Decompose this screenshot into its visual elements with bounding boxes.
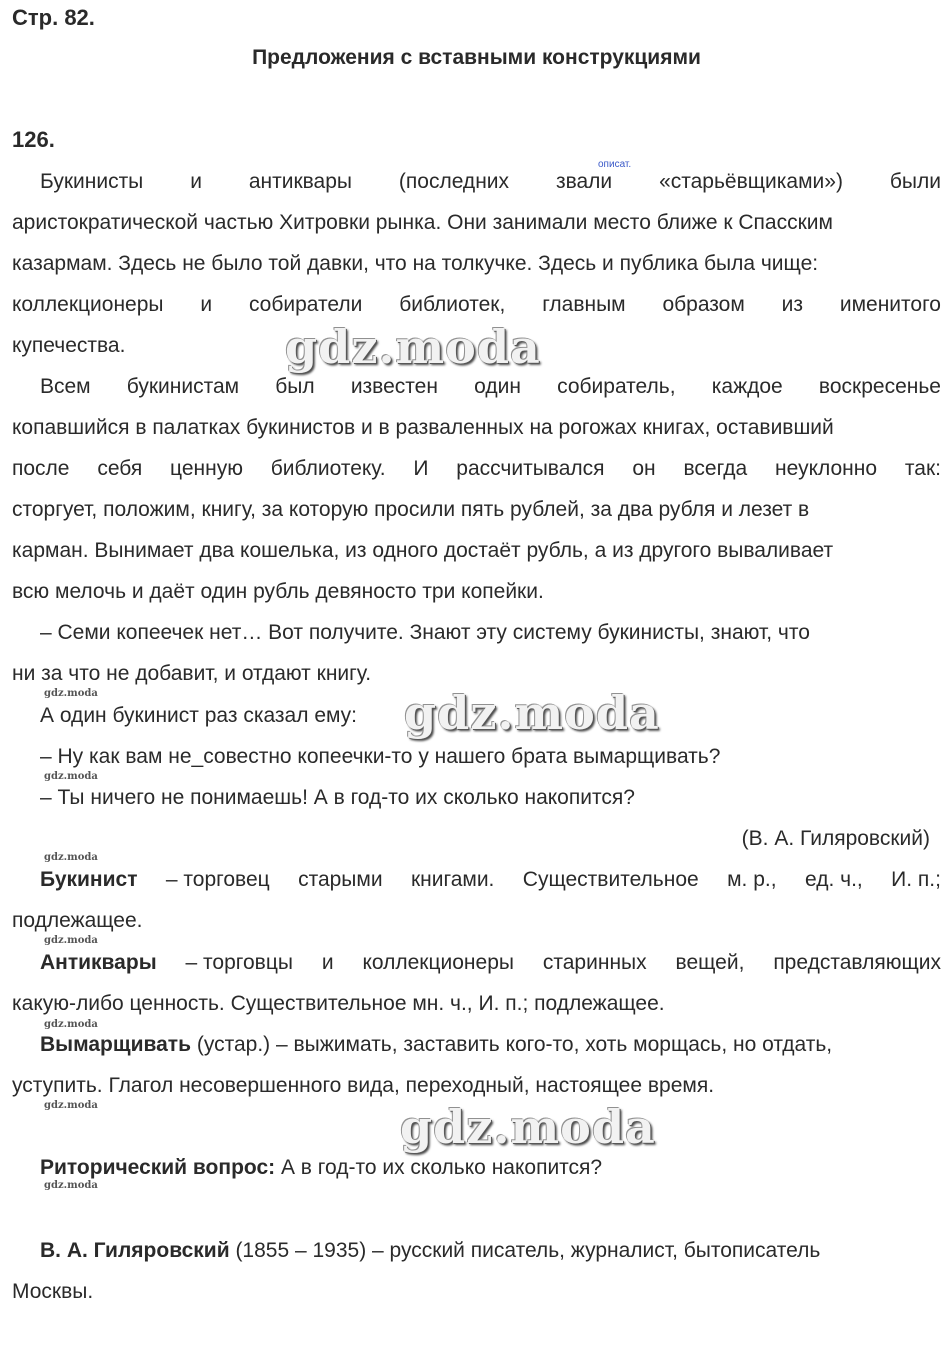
watermark-large-1: gdz.moda bbox=[285, 320, 541, 374]
quote-author: (В. А. Гиляровский) bbox=[741, 827, 930, 850]
paragraph-1-line-4: коллекционеры и собиратели библиотек, главным образом из именитого bbox=[12, 293, 941, 316]
watermark-large-3: gdz.moda bbox=[400, 1100, 656, 1154]
term-antikvary: Антиквары bbox=[40, 951, 157, 974]
exercise-number: 126. bbox=[12, 127, 55, 152]
watermark-small-1: gdz.moda bbox=[44, 688, 98, 699]
paragraph-1-line-2: аристократической частью Хитровки рынка. Они занимали место ближе к Спасским bbox=[12, 211, 833, 234]
watermark-small-4: gdz.moda bbox=[44, 935, 98, 946]
paragraph-1-line-5: купечества. bbox=[12, 334, 126, 357]
watermark-small-7: gdz.moda bbox=[44, 1180, 98, 1191]
paragraph-1-line-1: Букинисты и антиквары (последних звали «старьёвщиками») были bbox=[40, 170, 941, 193]
definition-vymarshchivat-line-1: Вымарщивать (устар.) – выжимать, заставить кого-то, хоть морщась, но отдать, bbox=[40, 1033, 833, 1056]
paragraph-2-line-5: карман. Вынимает два кошелька, из одного достаёт рубль, а из другого вываливает bbox=[12, 539, 834, 562]
watermark-small-6: gdz.moda bbox=[44, 1100, 98, 1111]
dialogue-line-2: – Ты ничего не понимаешь! А в год-то их сколько накопится? bbox=[40, 786, 635, 809]
definition-vymarshchivat-line-2: уступить. Глагол несовершенного вида, переходный, настоящее время. bbox=[12, 1074, 715, 1097]
handwritten-annotation: описат. bbox=[598, 159, 632, 170]
term-rhetorical-question: Риторический вопрос: bbox=[40, 1156, 276, 1179]
definition-antikvary-line-2: какую-либо ценность. Существительное мн. ч., И. п.; подлежащее. bbox=[12, 992, 665, 1015]
rhetorical-question: Риторический вопрос: А в год-то их сколько накопится? bbox=[40, 1156, 603, 1179]
watermark-small-3: gdz.moda bbox=[44, 852, 98, 863]
dialogue-line-1: – Ну как вам не_совестно копеечки-то у нашего брата вымарщивать? bbox=[40, 745, 721, 768]
paragraph-2-line-1: Всем букинистам был известен один собиратель, каждое воскресенье bbox=[40, 375, 941, 398]
paragraph-2-line-6: всю мелочь и даёт один рубль девяносто три копейки. bbox=[12, 580, 544, 603]
page-label: Стр. 82. bbox=[12, 5, 95, 30]
definition-bukinist-line-2: подлежащее. bbox=[12, 909, 143, 932]
paragraph-2-line-4: сторгует, положим, книгу, за которую просили пять рублей, за два рубля и лезет в bbox=[12, 498, 810, 521]
paragraph-1-line-3: казармам. Здесь не было той давки, что на толкучке. Здесь и публика была чище: bbox=[12, 252, 819, 275]
author-note-line-1: В. А. Гиляровский (1855 – 1935) – русский писатель, журналист, бытописатель bbox=[40, 1239, 821, 1262]
definition-antikvary-line-1: Антиквары – торговцы и коллекционеры старинных вещей, представляющих bbox=[40, 951, 941, 974]
author-note-line-2: Москвы. bbox=[12, 1280, 94, 1303]
paragraph-2-line-3: после себя ценную библиотеку. И рассчитывался он всегда неуклонно так: bbox=[12, 457, 941, 480]
paragraph-3-line-2: ни за что не добавит, и отдают книгу. bbox=[12, 662, 372, 685]
watermark-large-2: gdz.moda bbox=[404, 686, 660, 740]
page-title: Предложения с вставными конструкциями bbox=[252, 46, 701, 69]
paragraph-3-line-1: – Семи копеечек нет… Вот получите. Знают эту систему букинисты, знают, что bbox=[40, 621, 810, 644]
paragraph-2-line-2: копавшийся в палатках букинистов и в разваленных на рогожах книгах, оставивший bbox=[12, 416, 834, 439]
term-vymarshchivat: Вымарщивать bbox=[40, 1033, 191, 1056]
paragraph-4: А один букинист раз сказал ему: bbox=[40, 704, 357, 727]
term-gilyarovsky: В. А. Гиляровский bbox=[40, 1239, 230, 1262]
definition-bukinist-line-1: Букинист – торговец старыми книгами. Существительное м. р., ед. ч., И. п.; bbox=[40, 868, 941, 891]
term-bukinist: Букинист bbox=[40, 868, 138, 891]
watermark-small-2: gdz.moda bbox=[44, 771, 98, 782]
watermark-small-5: gdz.moda bbox=[44, 1019, 98, 1030]
